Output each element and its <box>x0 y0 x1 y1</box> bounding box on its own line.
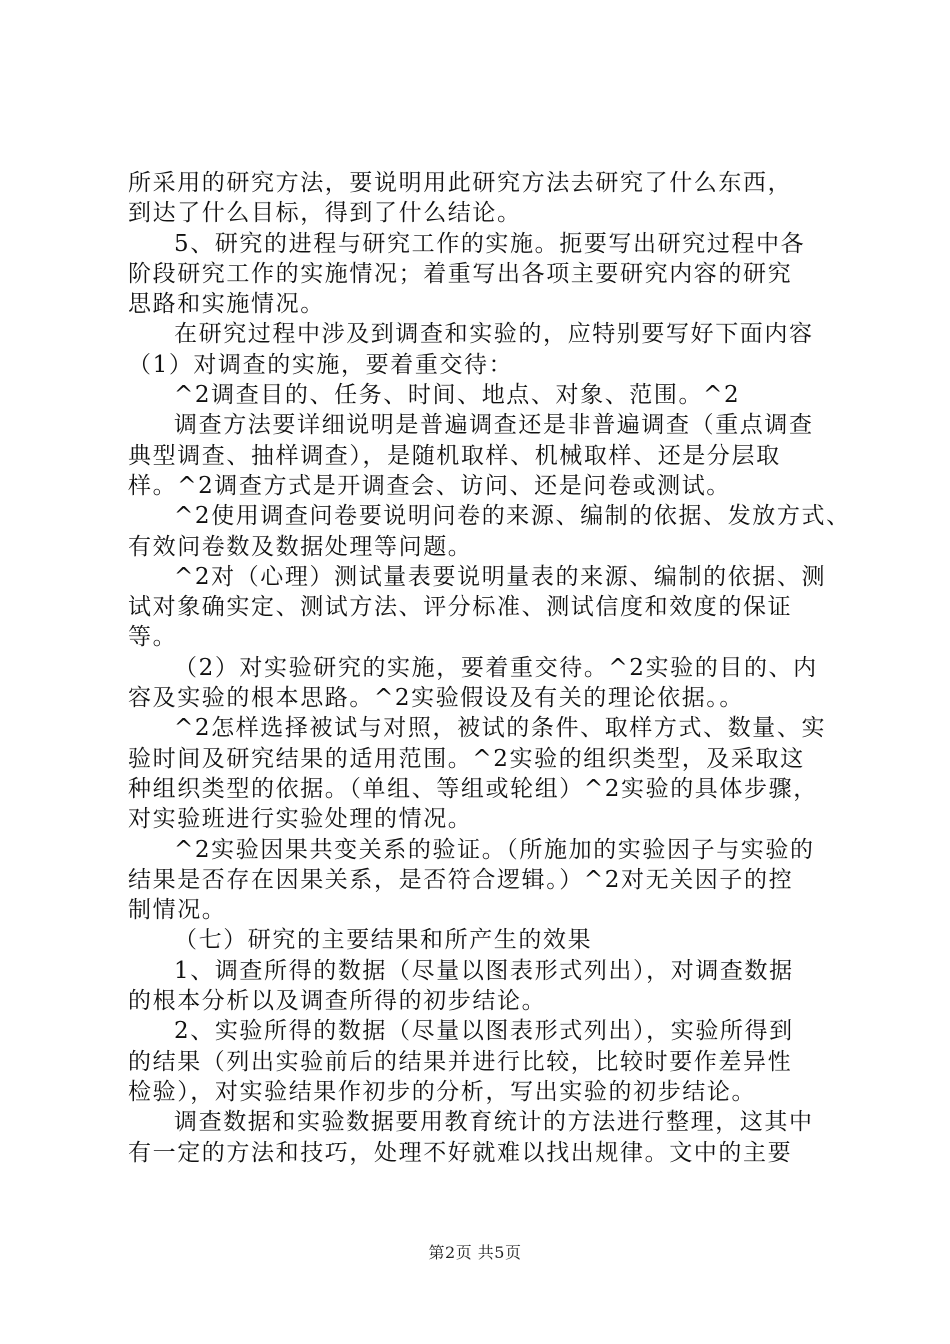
text-line: 到达了什么目标，得到了什么结论。 <box>128 200 522 227</box>
text-line: ^2调查目的、任务、时间、地点、对象、范围。^2 <box>174 382 741 409</box>
text-line: 所采用的研究方法，要说明用此研究方法去研究了什么东西， <box>128 170 793 196</box>
text-line: 试对象确实定、测试方法、评分标准、测试信度和效度的保证 <box>128 594 793 621</box>
text-line: 1、调查所得的数据（尽量以图表形式列出），对调查数据 <box>174 957 794 984</box>
text-line: 思路和实施情况。 <box>128 291 325 318</box>
text-line: 制情况。 <box>128 897 227 924</box>
text-line: 检验），对实验结果作初步的分析，写出实验的初步结论。 <box>128 1078 757 1105</box>
text-line: 调查数据和实验数据要用教育统计的方法进行整理，这其中 <box>174 1109 814 1136</box>
text-line: 有效问卷数及数据处理等问题。 <box>128 533 473 560</box>
text-line: 典型调查、抽样调查），是随机取样、机械取样、还是分层取 <box>128 442 781 469</box>
text-line: 阶段研究工作的实施情况；着重写出各项主要研究内容的研究 <box>128 260 793 287</box>
text-line: 2、实验所得的数据（尽量以图表形式列出），实验所得到 <box>174 1018 794 1045</box>
text-line: 等。 <box>128 624 178 651</box>
text-line: 在研究过程中涉及到调查和实验的，应特别要写好下面内容 <box>174 321 814 348</box>
text-line: 的结果（列出实验前后的结果并进行比较，比较时要作差异性 <box>128 1048 793 1075</box>
text-line: 验时间及研究结果的适用范围。^2实验的组织类型，及采取这 <box>128 745 805 772</box>
text-line: 结果是否存在因果关系，是否符合逻辑。）^2对无关因子的控 <box>128 866 794 893</box>
text-line: （2）对实验研究的实施，要着重交待。^2实验的目的、内 <box>174 654 818 681</box>
text-line: 调查方法要详细说明是普遍调查还是非普遍调查（重点调查 <box>174 412 814 439</box>
text-line: （1）对调查的实施，要着重交待： <box>128 351 514 378</box>
text-line: 样。^2调查方式是开调查会、访问、还是问卷或测试。 <box>128 472 731 499</box>
page-footer: 第2页 共5页 <box>428 1243 522 1262</box>
text-line: ^2使用调查问卷要说明问卷的来源、编制的依据、发放方式、 <box>174 503 851 530</box>
text-line: 的根本分析以及调查所得的初步结论。 <box>128 988 547 1015</box>
text-line: ^2对（心理）测试量表要说明量表的来源、编制的依据、测 <box>174 563 827 590</box>
text-line: 种组织类型的依据。（单组、等组或轮组）^2实验的具体步骤， <box>128 775 818 802</box>
text-line: 有一定的方法和技巧，处理不好就难以找出规律。文中的主要 <box>128 1139 793 1166</box>
text-line: （七）研究的主要结果和所产生的效果 <box>174 927 593 954</box>
text-line: 5、研究的进程与研究工作的实施。扼要写出研究过程中各 <box>174 230 806 257</box>
document-body <box>128 168 851 1168</box>
text-line: ^2实验因果共变关系的验证。（所施加的实验因子与实验的 <box>174 836 815 863</box>
text-line: ^2怎样选择被试与对照，被试的条件、取样方式、数量、实 <box>174 715 827 742</box>
text-line: 容及实验的根本思路。^2实验假设及有关的理论依据。。 <box>128 685 745 712</box>
text-line: 对实验班进行实验处理的情况。 <box>128 806 473 833</box>
